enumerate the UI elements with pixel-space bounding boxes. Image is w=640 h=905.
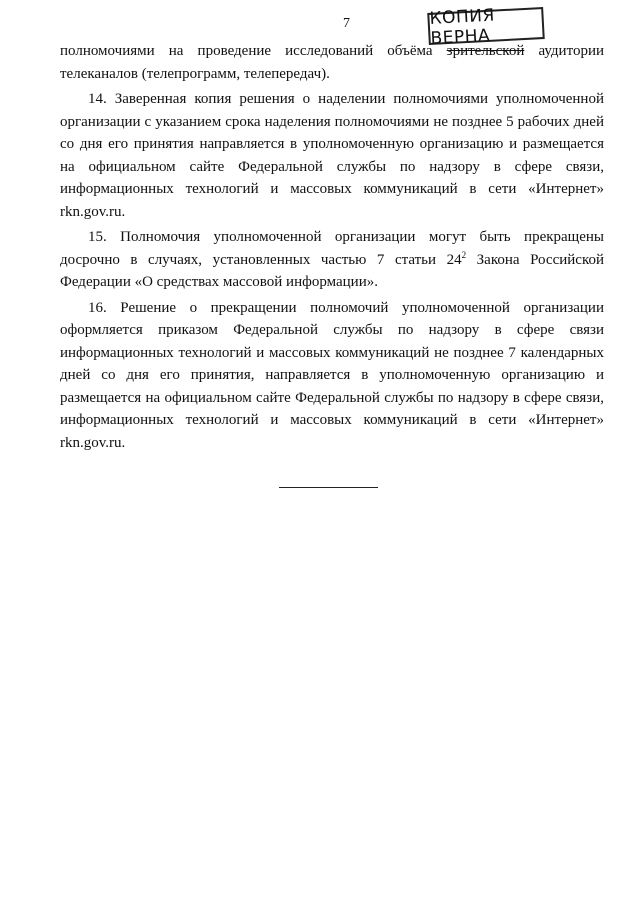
paragraph-text: полномочиями на проведение исследований объёма	[60, 43, 447, 59]
paragraph-text: Закона Российской Федерации «О средствах массовой информации».	[60, 251, 605, 290]
document-body	[60, 40, 604, 457]
paragraph-14: 14. Заверенная копия решения о наделении полномочиями уполномоченной организации с указанием срока наделения полномочиями не позднее 5 рабочих дней со дня его принятия направляется в уполномоченную организацию и размещается на официальном сайте Федеральной службы по надзору в сфере связи, информационных технологий и массовых коммуникаций в сети «Интернет» rkn.gov.ru.	[60, 91, 604, 220]
paragraph-text: аудитории телеканалов (телепрограмм, телепередач).	[60, 43, 604, 82]
certified-copy-stamp: КОПИЯ ВЕРНА	[427, 7, 545, 45]
page-number: 7	[343, 16, 350, 31]
paragraph-16: 16. Решение о прекращении полномочий уполномоченной организации оформляется приказом Федеральной службы по надзору в сфере связи информационных технологий и массовых коммуникаций не позднее 7 календарных дней со дня его принятия, направляется в уполномоченную организацию и размещается на официальном сайте Федеральной службы по надзору в сфере связи, информационных технологий и массовых коммуникаций в сети «Интернет» rkn.gov.ru.	[60, 299, 604, 451]
end-divider	[279, 487, 378, 488]
paragraph-text: 15. Полномочия уполномоченной организации могут быть прекращены досрочно в случаях, установленных частью 7 статьи 24	[60, 229, 604, 268]
paragraph-continuation	[60, 40, 604, 85]
superscript: 2	[461, 249, 467, 260]
paragraph-15	[60, 226, 604, 294]
struck-word: зрительской	[446, 43, 525, 59]
